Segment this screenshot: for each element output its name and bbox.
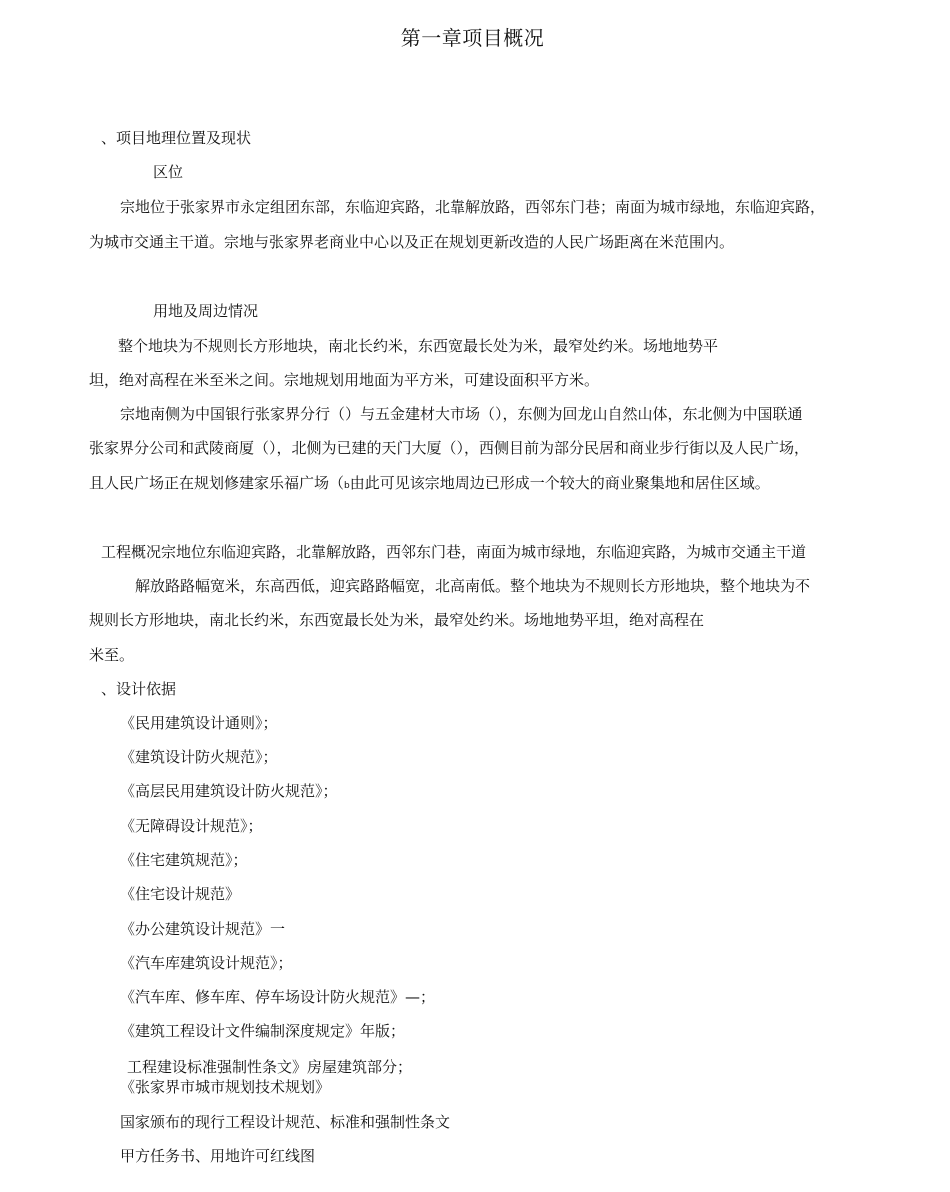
paragraph-line: 整个地块为不规则长方形地块，南北长约米，东西宽最长处为米，最窄处约米。场地地势平 <box>118 337 719 355</box>
basis-item: 国家颁布的现行工程设计规范、标准和强制性条文 <box>120 1113 451 1131</box>
section-heading-location: 、项目地理位置及现状 <box>101 129 252 147</box>
basis-item: 《办公建筑设计规范》一 <box>120 920 286 938</box>
engineering-line: 解放路路幅宽米，东高西低，迎宾路路幅宽，北高南低。整个地块为不规则长方形地块，整个地块为不 <box>135 577 811 595</box>
paragraph-line: 坦，绝对高程在米至米之间。宗地规划用地面为平方米，可建设面积平方米。 <box>89 371 600 389</box>
basis-item: 《民用建筑设计通则》； <box>120 714 278 732</box>
basis-item: 《住宅建筑规范》； <box>120 851 248 869</box>
paragraph-line <box>89 473 770 496</box>
basis-item: 《无障碍设计规范》； <box>120 817 263 835</box>
subheading-site: 用地及周边情况 <box>153 302 259 320</box>
engineering-line: 工程概况宗地位东临迎宾路，北靠解放路，西邻东门巷，南面为城市绿地，东临迎宾路，为城市交通主干道 <box>101 543 807 561</box>
basis-item: 甲方任务书、用地许可红线图 <box>120 1147 316 1165</box>
paragraph-fragment-small: b <box>344 481 350 491</box>
paragraph-fragment: 且人民广场正在规划修建家乐福广场（ <box>89 474 345 492</box>
basis-item: 《高层民用建筑设计防火规范》； <box>120 782 338 800</box>
paragraph-line: 张家界分公司和武陵商厦（），北侧为已建的天门大厦（），西侧目前为部分民居和商业步行街以及人民广场， <box>89 439 810 457</box>
basis-item: 《汽车库建筑设计规范》； <box>120 954 293 972</box>
basis-item: 《建筑工程设计文件编制深度规定》年版； <box>120 1022 406 1040</box>
paragraph-line: 为城市交通主干道。宗地与张家界老商业中心以及正在规划更新改造的人民广场距离在米范围内。 <box>89 233 735 251</box>
basis-item: 《住宅设计规范》 <box>120 885 241 903</box>
paragraph-line: 宗地位于张家界市永定组团东部，东临迎宾路，北靠解放路，西邻东门巷；南面为城市绿地，东临迎宾路， <box>120 198 826 216</box>
basis-item: 《建筑设计防火规范》； <box>120 748 278 766</box>
basis-item: 工程建设标准强制性条文》房屋建筑部分； <box>127 1058 413 1076</box>
basis-item: 《张家界市城市规划技术规划》 <box>120 1078 331 1096</box>
engineering-line: 米至。 <box>89 646 135 664</box>
subheading-location: 区位 <box>153 163 184 181</box>
section-heading-basis: 、设计依据 <box>101 680 177 698</box>
paragraph-fragment: 由此可见该宗地周边已形成一个较大的商业聚集地和居住区域。 <box>349 474 770 492</box>
engineering-line: 规则长方形地块，南北长约米，东西宽最长处为米，最窄处约米。场地地势平坦，绝对高程在 <box>89 611 705 629</box>
basis-item: 《汽车库、修车库、停车场设计防火规范》—； <box>120 988 436 1006</box>
paragraph-line: 宗地南侧为中国银行张家界分行（）与五金建材大市场（），东侧为回龙山自然山体，东北侧为中国联通 <box>120 405 803 423</box>
page-title: 第一章项目概况 <box>400 26 545 50</box>
